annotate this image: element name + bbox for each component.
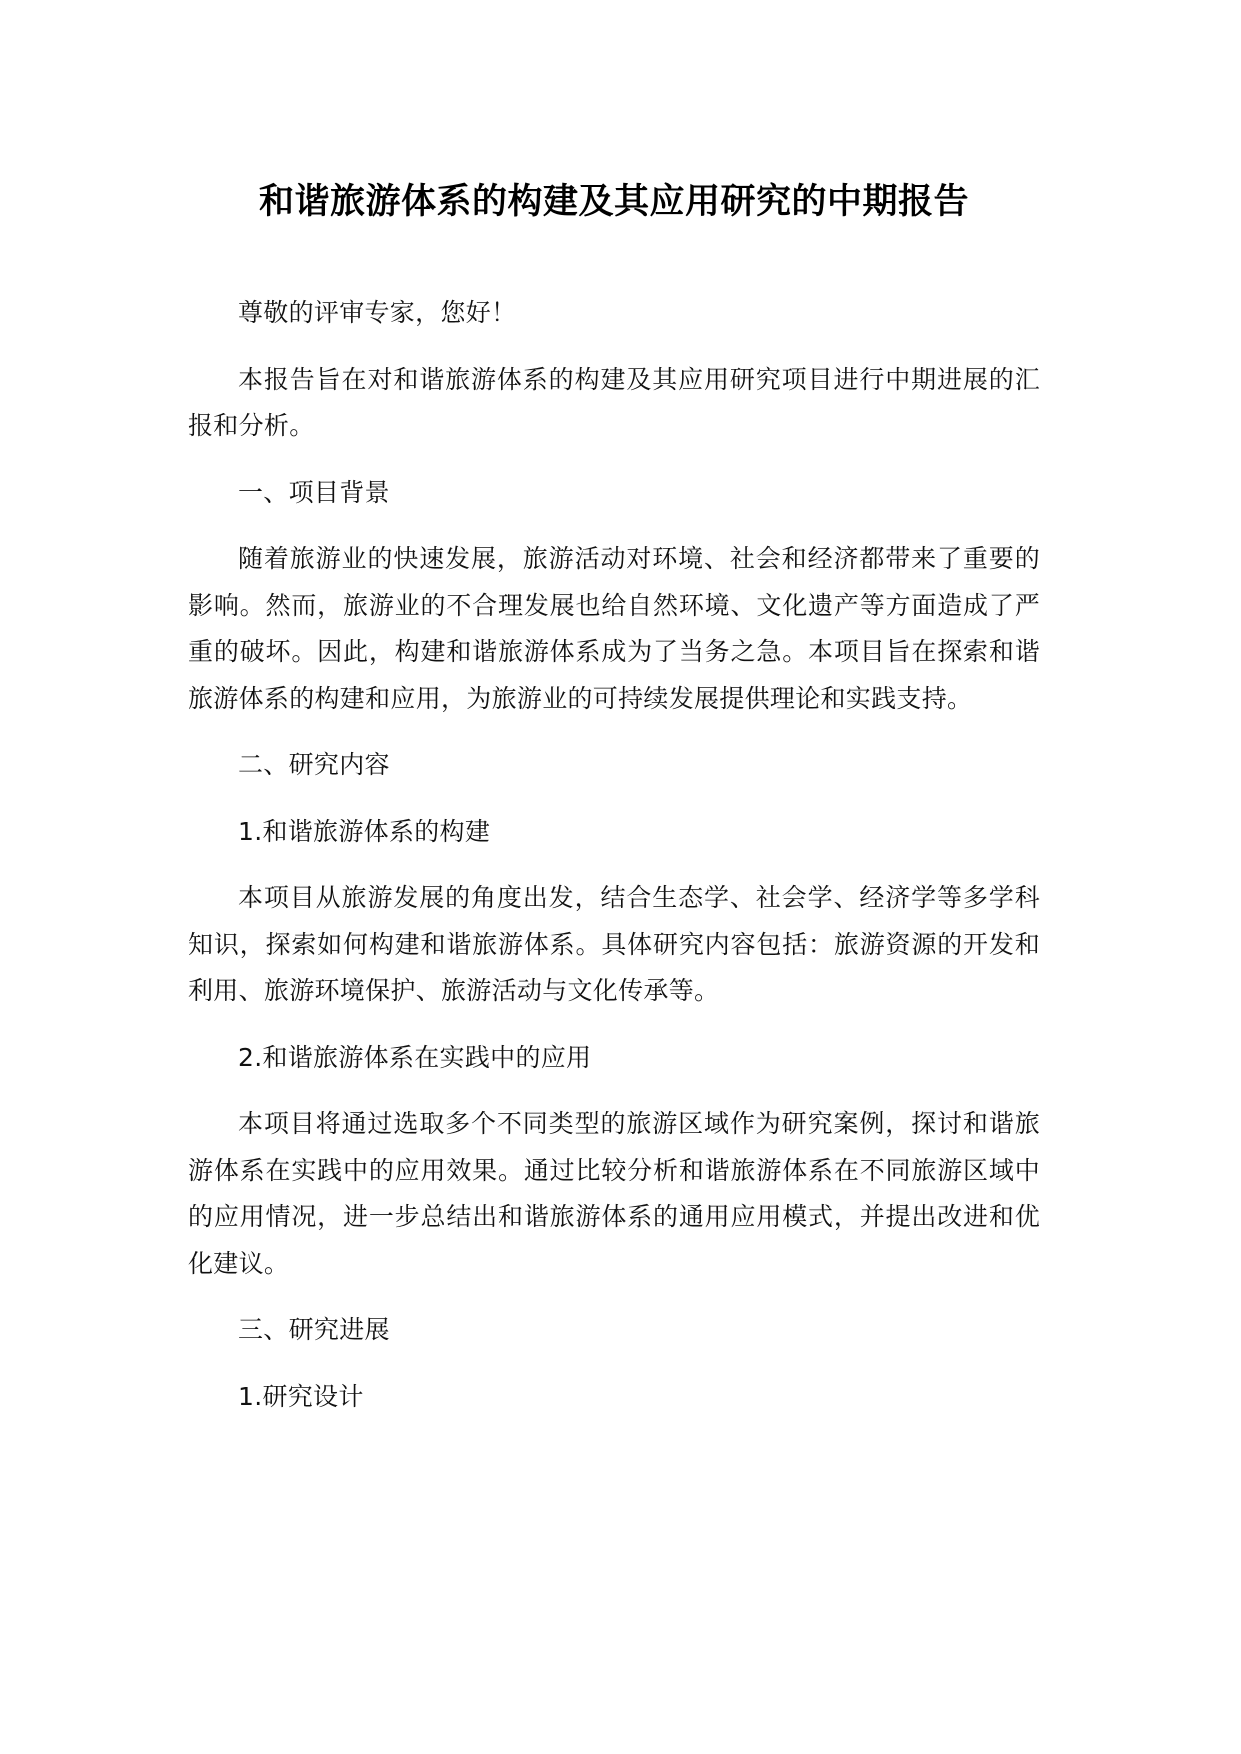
greeting-paragraph: 尊敬的评审专家，您好！	[238, 298, 517, 327]
intro-paragraph: 本报告旨在对和谐旅游体系的构建及其应用研究项目进行中期进展的汇报和分析。	[188, 364, 1040, 440]
document-title: 和谐旅游体系的构建及其应用研究的中期报告	[258, 182, 969, 222]
section-heading-background: 一、项目背景	[238, 477, 390, 507]
section-heading-content: 二、研究内容	[238, 750, 390, 779]
subheading-construction: 1.和谐旅游体系的构建	[238, 816, 491, 846]
section-heading-progress: 三、研究进展	[238, 1315, 390, 1344]
background-paragraph: 随着旅游业的快速发展，旅游活动对环境、社会和经济都带来了重要的影响。然而，旅游业的不合理发展也给自然环境、文化遗产等方面造成了严重的破坏。因此，构建和谐旅游体系成为了当务之急。本项目旨在探索和谐旅游体系的构建和应用，为旅游业的可持续发展提供理论和实践支持。	[188, 544, 1040, 713]
application-paragraph: 本项目将通过选取多个不同类型的旅游区域作为研究案例，探讨和谐旅游体系在实践中的应用效果。通过比较分析和谐旅游体系在不同旅游区域中的应用情况，进一步总结出和谐旅游体系的通用应用模式，并提出改进和优化建议。	[188, 1109, 1040, 1278]
construction-paragraph: 本项目从旅游发展的角度出发，结合生态学、社会学、经济学等多学科知识，探索如何构建和谐旅游体系。具体研究内容包括：旅游资源的开发和利用、旅游环境保护、旅游活动与文化传承等。	[188, 883, 1040, 1005]
subheading-application: 2.和谐旅游体系在实践中的应用	[238, 1042, 592, 1072]
subheading-research-design: 1.研究设计	[238, 1381, 364, 1411]
document-body	[188, 290, 1040, 1440]
